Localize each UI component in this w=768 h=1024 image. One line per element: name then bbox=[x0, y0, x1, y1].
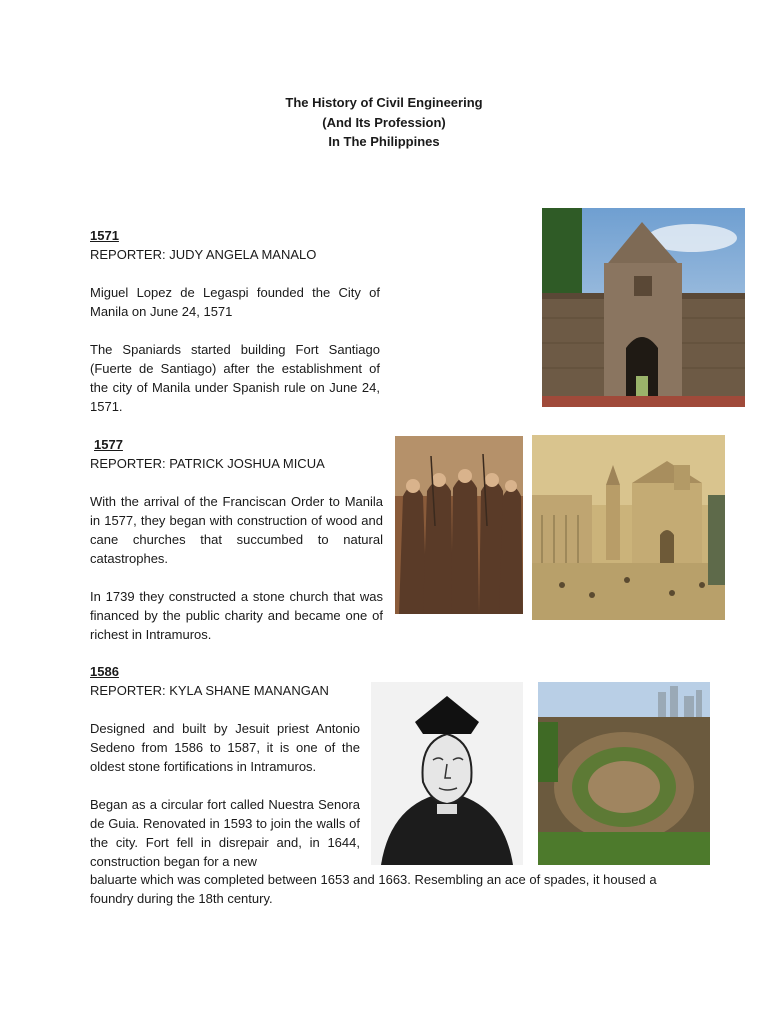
section-reporter: REPORTER: KYLA SHANE MANANGAN bbox=[90, 683, 329, 698]
title-line-2: (And Its Profession) bbox=[322, 114, 446, 130]
baluarte-ruins-image bbox=[538, 682, 710, 865]
title-line-1: The History of Civil Engineering bbox=[285, 95, 483, 110]
section-1586 bbox=[90, 662, 360, 871]
fort-santiago-gate-image bbox=[542, 208, 745, 407]
section-1571 bbox=[90, 226, 380, 416]
jesuit-priest-portrait-image bbox=[371, 682, 523, 865]
section-1586-continuation bbox=[90, 870, 690, 908]
section-reporter: REPORTER: JUDY ANGELA MANALO bbox=[90, 247, 317, 262]
section-paragraph: In 1739 they constructed a stone church that was financed by the public charity and became one of richest in Intramuros. bbox=[90, 589, 383, 642]
franciscan-friars-image bbox=[395, 436, 523, 614]
section-year: 1571 bbox=[90, 228, 119, 243]
document-title bbox=[0, 93, 768, 152]
section-paragraph: baluarte which was completed between 1653 and 1663. Resembling an ace of spades, it housed a foundry during the 18th century. bbox=[90, 872, 657, 906]
section-paragraph: The Spaniards started building Fort Santiago (Fuerte de Santiago) after the establishment of the city of Manila under Spanish rule on June 24, 1571. bbox=[90, 342, 380, 414]
section-year: 1586 bbox=[90, 664, 119, 679]
section-paragraph: With the arrival of the Franciscan Order to Manila in 1577, they began with construction of wood and cane churches that succumbed to natural catastrophes. bbox=[90, 494, 383, 566]
section-year: 1577 bbox=[94, 437, 123, 452]
section-paragraph: Began as a circular fort called Nuestra Senora de Guia. Renovated in 1593 to join the walls of the city. Fort fell in disrepair and, in 1644, construction began for a new bbox=[90, 797, 360, 869]
section-paragraph: Miguel Lopez de Legaspi founded the City of Manila on June 24, 1571 bbox=[90, 285, 380, 319]
section-1577 bbox=[90, 435, 383, 644]
section-reporter: REPORTER: PATRICK JOSHUA MICUA bbox=[90, 456, 325, 471]
section-paragraph: Designed and built by Jesuit priest Antonio Sedeno from 1586 to 1587, it is one of the oldest stone fortifications in Intramuros. bbox=[90, 721, 360, 774]
intramuros-church-image bbox=[532, 435, 725, 620]
title-line-3: In The Philippines bbox=[328, 134, 440, 149]
